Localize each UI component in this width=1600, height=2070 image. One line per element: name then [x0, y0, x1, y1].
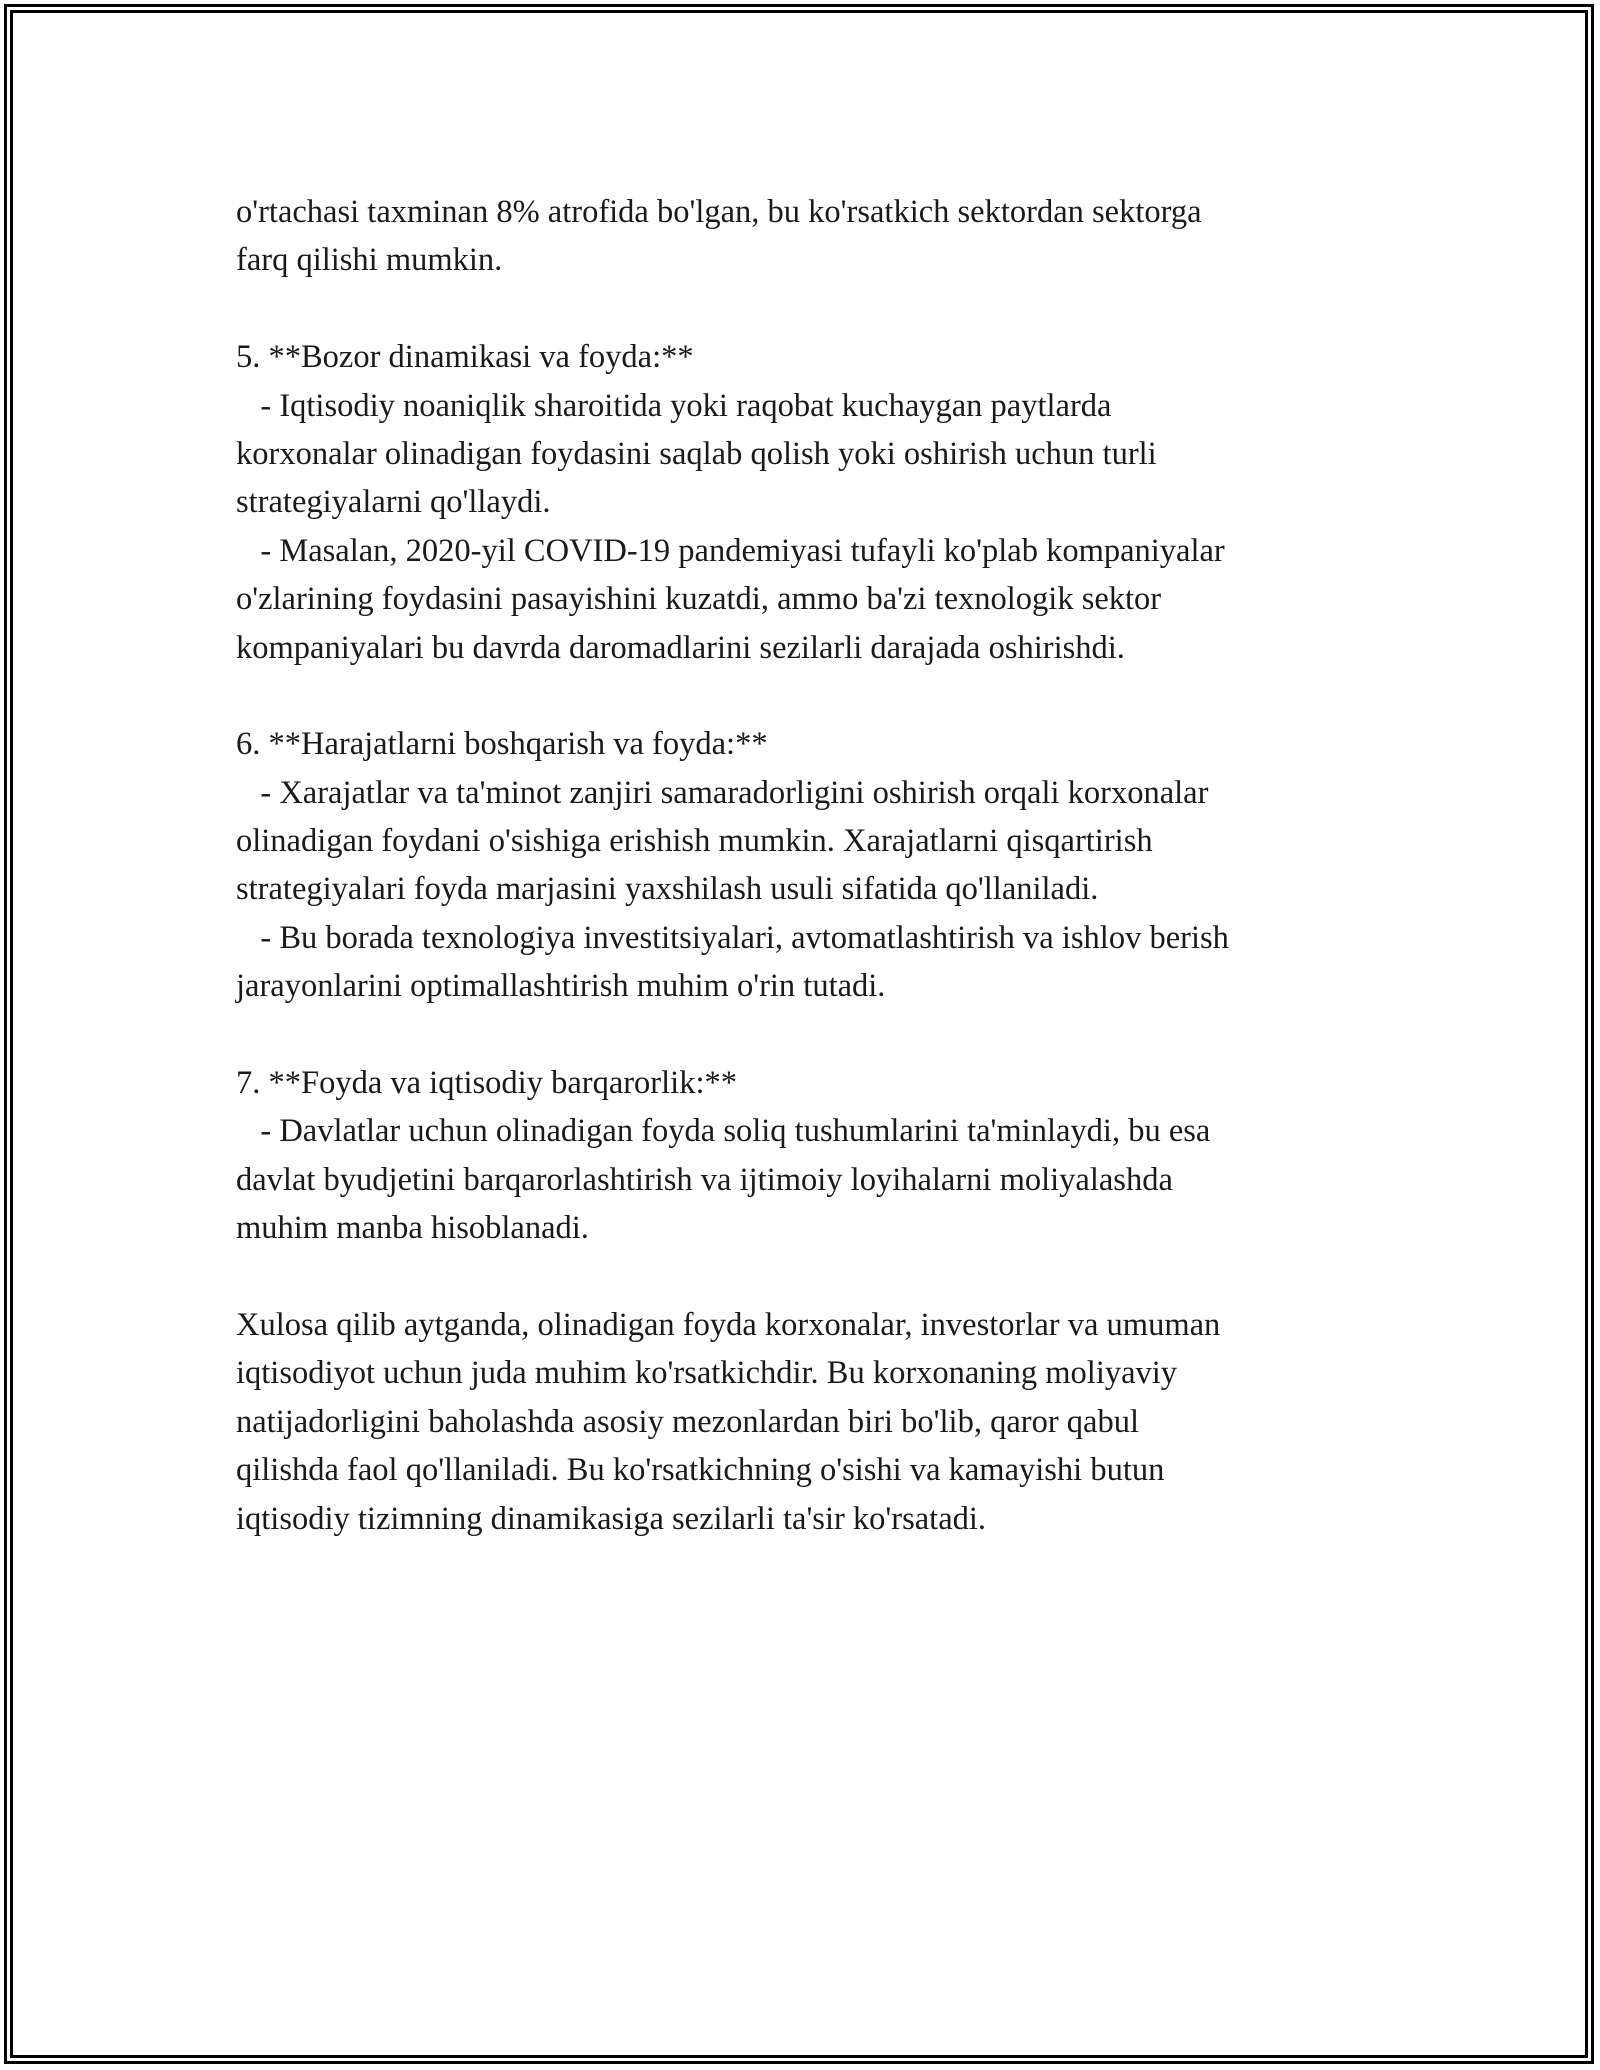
section-7-economic-stability	[236, 1059, 1376, 1253]
section-heading: 7. **Foyda va iqtisodiy barqarorlik:**	[236, 1065, 737, 1102]
text-line: - Bu borada texnologiya investitsiyalari, avtomatlashtirish va ishlov berish	[236, 919, 1229, 956]
text-line: natijadorligini baholashda asosiy mezonlardan biri bo'lib, qaror qabul	[236, 1403, 1139, 1440]
text-line: Xulosa qilib aytganda, olinadigan foyda korxonalar, investorlar va umuman	[236, 1306, 1221, 1343]
section-5-market-dynamics	[236, 333, 1376, 672]
text-line: strategiyalari foyda marjasini yaxshilash usuli sifatida qo'llaniladi.	[236, 871, 1099, 908]
text-line: - Iqtisodiy noaniqlik sharoitida yoki raqobat kuchaygan paytlarda	[236, 387, 1112, 424]
text-line: kompaniyalari bu davrda daromadlarini sezilarli darajada oshirishdi.	[236, 629, 1125, 666]
paragraph-gap	[236, 1011, 1376, 1059]
text-line: o'rtachasi taxminan 8% atrofida bo'lgan, bu ko'rsatkich sektordan sektorga	[236, 194, 1202, 230]
text-line: - Masalan, 2020-yil COVID-19 pandemiyasi tufayli ko'plab kompaniyalar	[236, 532, 1225, 569]
section-6-cost-management	[236, 720, 1376, 1010]
section-heading: 5. **Bozor dinamikasi va foyda:**	[236, 339, 694, 376]
text-line: muhim manba hisoblanadi.	[236, 1210, 589, 1247]
text-line: olinadigan foydani o'sishiga erishish mumkin. Xarajatlarni qisqartirish	[236, 823, 1153, 860]
text-line: - Xarajatlar va ta'minot zanjiri samaradorligini oshirish orqali korxonalar	[236, 774, 1209, 811]
paragraph-gap	[236, 285, 1376, 333]
document-body	[236, 188, 1376, 1543]
text-line: qilishda faol qo'llaniladi. Bu ko'rsatkichning o'sishi va kamayishi butun	[236, 1452, 1165, 1489]
text-line: farq qilishi mumkin.	[236, 242, 503, 279]
text-line: korxonalar olinadigan foydasini saqlab qolish yoki oshirish uchun turli	[236, 435, 1157, 472]
text-line: jarayonlarini optimallashtirish muhim o'rin tutadi.	[236, 968, 886, 1005]
text-line: davlat byudjetini barqarorlashtirish va ijtimoiy loyihalarni moliyalashda	[236, 1161, 1173, 1198]
paragraph-gap	[236, 1253, 1376, 1301]
paragraph-conclusion	[236, 1301, 1376, 1543]
text-line: strategiyalarni qo'llaydi.	[236, 484, 551, 521]
text-line: o'zlarining foydasini pasayishini kuzatdi, ammo ba'zi texnologik sektor	[236, 581, 1162, 618]
text-line: - Davlatlar uchun olinadigan foyda soliq tushumlarini ta'minlaydi, bu esa	[236, 1113, 1211, 1150]
text-line: iqtisodiyot uchun juda muhim ko'rsatkichdir. Bu korxonaning moliyaviy	[236, 1355, 1178, 1392]
paragraph-intro-continuation	[236, 188, 1376, 285]
text-line: iqtisodiy tizimning dinamikasiga sezilarli ta'sir ko'rsatadi.	[236, 1500, 987, 1537]
paragraph-gap	[236, 672, 1376, 720]
section-heading: 6. **Harajatlarni boshqarish va foyda:**	[236, 726, 768, 763]
